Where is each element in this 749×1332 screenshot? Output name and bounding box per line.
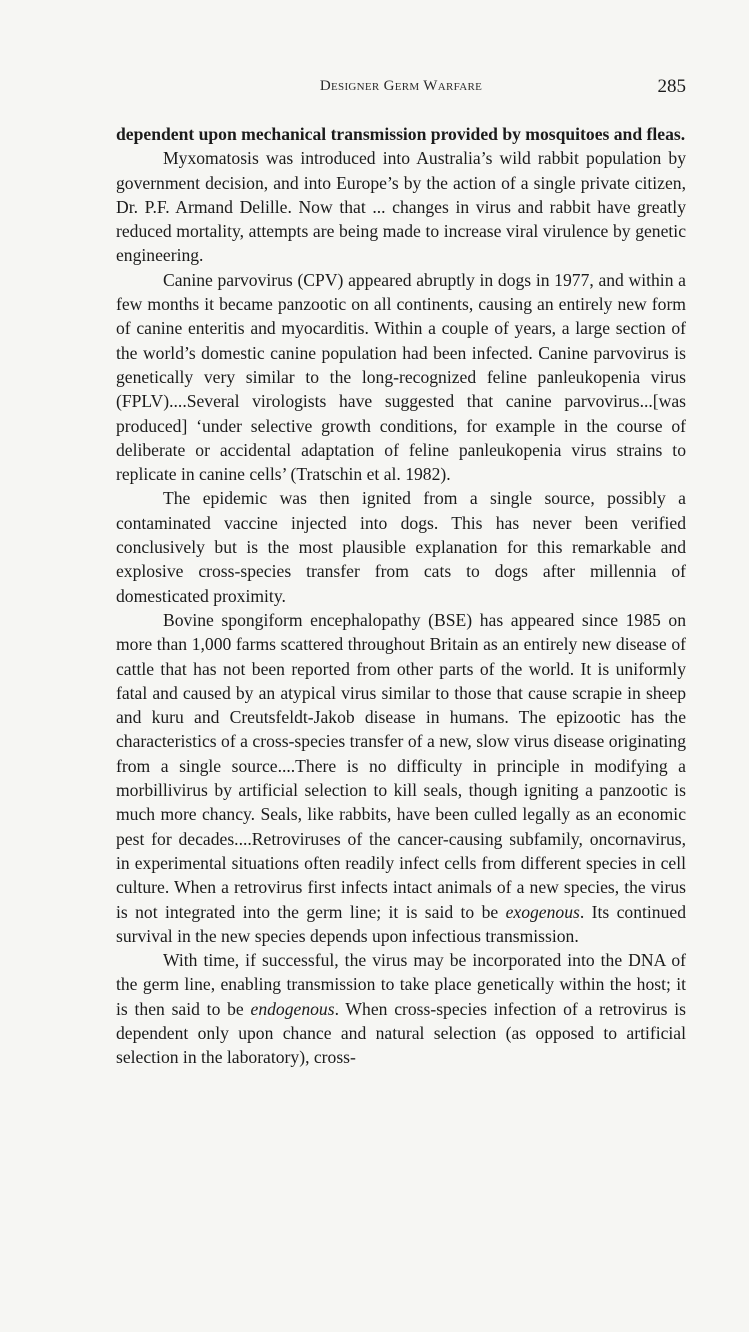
running-title: Designer Germ Warfare	[319, 78, 483, 94]
page-number: 285	[657, 76, 686, 97]
text-run: Bovine spongiform encephalopathy (BSE) has appeared since 1985 on more than 1,000 farms scattered throughout Britain as an entirely new disease of cattle that has not been reported from other parts of the world. It is uniformly fatal and caused by an atypical virus similar to those that cause scrapie in sheep and kuru and Creutsfeldt-Jakob disease in humans. The epizootic has the characteristics of a cross-species transfer of a new, slow virus disease originating from a single source....There is no difficulty in principle in modifying a morbillivirus by artificial selection to kill seals, though igniting a panzootic is much more chancy. Seals, like rabbits, have been culled legally as an economic pest for decades....Retroviruses of the cancer-causing subfamily, oncornavirus, in experimental situations often readily infect cells from different species in cell culture. When a retrovirus first infects intact animals of a new species, the virus is not integrated into the germ line; it is said to be	[116, 609, 686, 922]
paragraph-epidemic-source	[116, 486, 686, 607]
paragraph-myxomatosis	[116, 146, 686, 267]
paragraph-canine-parvovirus	[116, 268, 686, 487]
italic-term-exogenous: exogenous	[505, 901, 580, 922]
text-run: . Its continued survival in the new species depends upon infectious transmission.	[116, 901, 686, 946]
text-run: The epidemic was then ignited from a single source, possibly a contaminated vaccine injected into dogs. This has never been verified conclusively but is the most plausible explanation for this remarkable and explosive cross-species transfer from cats to dogs after millennia of domesticated proximity.	[116, 488, 686, 606]
continued-paragraph: dependent upon mechanical transmission provided by mosquitoes and fleas.	[116, 124, 686, 144]
text-run: With time, if successful, the virus may be incorporated into the DNA of the germ line, enabling transmission to take place genetically within the host; it is then said to be	[116, 950, 686, 1019]
italic-term-endogenous: endogenous	[250, 998, 335, 1019]
text-run: . When cross-species infection of a retrovirus is dependent only upon chance and natural selection (as opposed to artificial selection in the laboratory), cross-	[116, 998, 686, 1068]
running-head	[116, 76, 686, 102]
text-run: Myxomatosis was introduced into Australia’s wild rabbit population by government decision, and into Europe’s by the action of a single private citizen, Dr. P.F. Armand Delille. Now that ... changes in virus and rabbit have greatly reduced mortality, attempts are being made to increase viral virulence by genetic engineering.	[116, 148, 686, 266]
paragraph-bse	[116, 608, 686, 948]
paragraph-endogenous	[116, 948, 686, 1069]
text-run: Canine parvovirus (CPV) appeared abruptly in dogs in 1977, and within a few months it became panzootic on all continents, causing an entirely new form of canine enteritis and myocarditis. Within a couple of years, a large section of the world’s domestic canine population had been infected. Canine parvovirus is genetically very similar to the long-recognized feline panleukopenia virus (FPLV)....Several virologists have suggested that canine parvovirus...[was produced] ‘under selective growth conditions, for example in the course of deliberate or accidental adaptation of feline panleukopenia virus strains to replicate in canine cells’ (Tratschin et al. 1982).	[116, 269, 686, 485]
body-text	[116, 122, 686, 1070]
